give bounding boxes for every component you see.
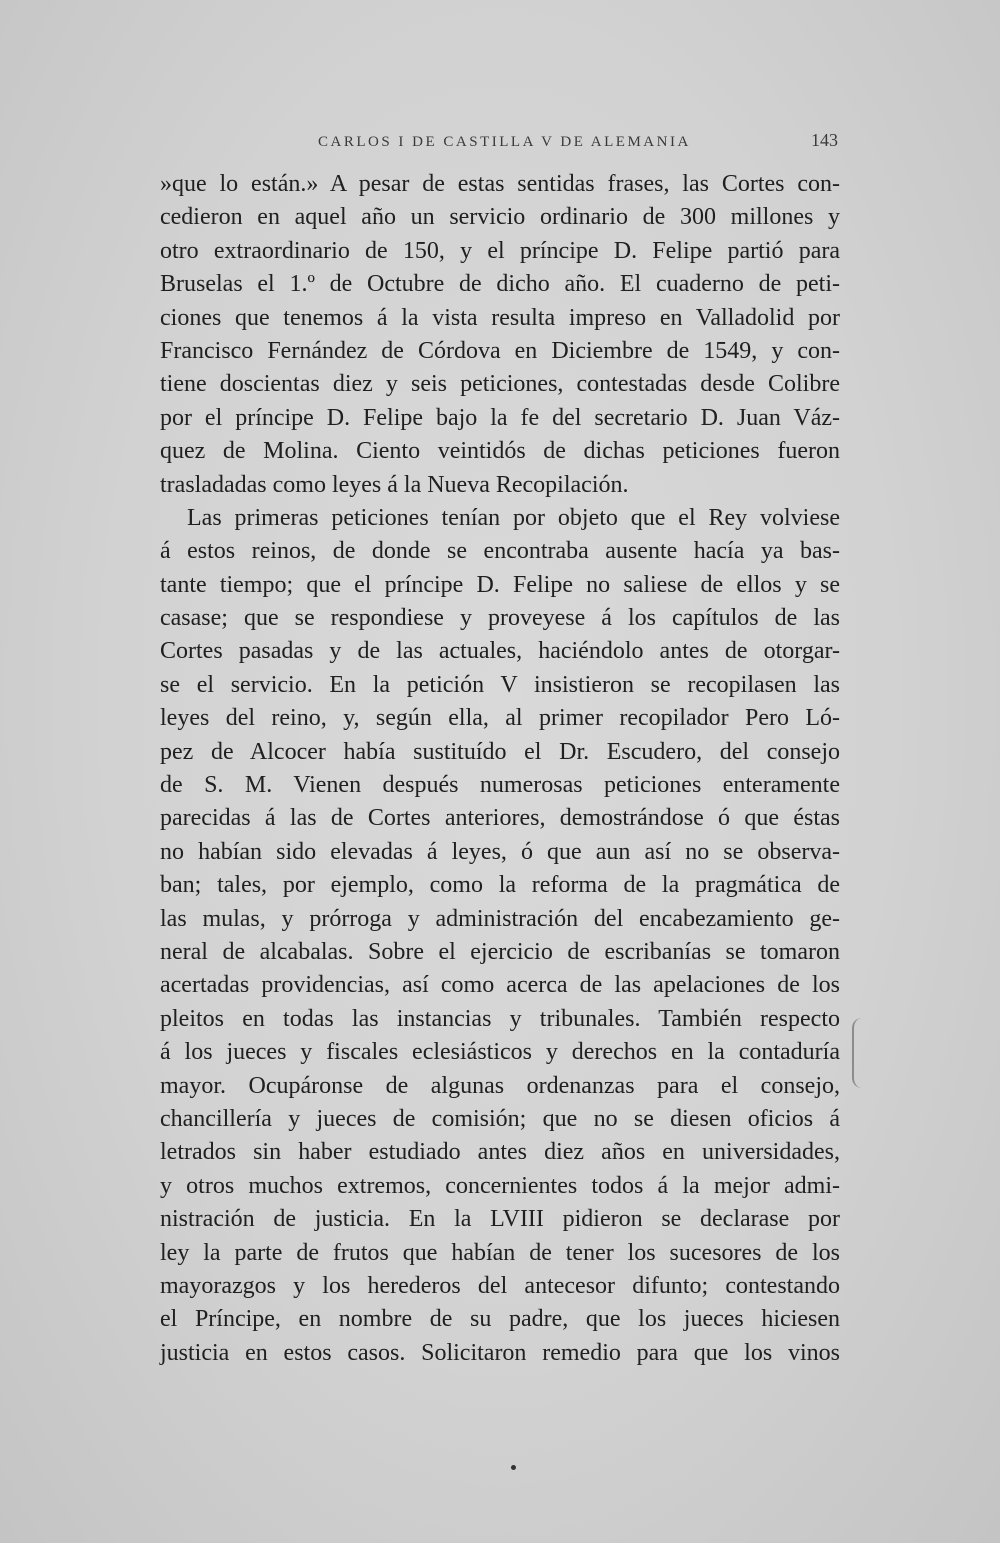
text-line: tiene doscientas diez y seis peticiones, contestadas desde Colibre: [160, 371, 840, 398]
text-line: nistración de justicia. En la LVIII pidieron se declarase por: [160, 1206, 840, 1233]
text-line: no habían sido elevadas á leyes, ó que aun así no se observa-: [160, 838, 840, 865]
text-line: leyes del reino, y, según ella, al primer recopilador Pero Ló-: [160, 705, 840, 732]
text-line: ley la parte de frutos que habían de tener los sucesores de los: [160, 1239, 840, 1266]
text-line: el Príncipe, en nombre de su padre, que los jueces hiciesen: [160, 1306, 840, 1333]
text-line: Bruselas el 1.º de Octubre de dicho año. El cuaderno de peti-: [160, 271, 840, 298]
text-line: mayorazgos y los herederos del antecesor difunto; contestando: [160, 1272, 840, 1299]
text-line: cedieron en aquel año un servicio ordinario de 300 millones y: [160, 204, 840, 231]
text-line: acertadas providencias, así como acerca de las apelaciones de los: [160, 972, 840, 999]
text-line: letrados sin haber estudiado antes diez años en universidades,: [160, 1139, 840, 1166]
text-line: se el servicio. En la petición V insistieron se recopilasen las: [160, 671, 840, 698]
text-line: Francisco Fernández de Córdova en Diciembre de 1549, y con-: [160, 337, 840, 364]
text-line: trasladadas como leyes á la Nueva Recopilación.: [160, 471, 629, 498]
text-line: á los jueces y fiscales eclesiásticos y derechos en la contaduría: [160, 1039, 840, 1066]
text-line: y otros muchos extremos, concernientes todos á la mejor admi-: [160, 1172, 840, 1199]
text-line: ciones que tenemos á la vista resulta impreso en Valladolid por: [160, 304, 840, 331]
page-number: 143: [811, 130, 838, 150]
text-line: parecidas á las de Cortes anteriores, demostrándose ó que éstas: [160, 805, 840, 832]
text-line: á estos reinos, de donde se encontraba ausente hacía ya bas-: [160, 538, 840, 565]
text-line: ban; tales, por ejemplo, como la reforma de la pragmática de: [160, 872, 840, 899]
text-line: tante tiempo; que el príncipe D. Felipe no saliese de ellos y se: [160, 571, 840, 598]
text-line: otro extraordinario de 150, y el príncipe D. Felipe partió para: [160, 237, 840, 264]
text-line: Las primeras peticiones tenían por objeto que el Rey volviese: [187, 504, 840, 531]
text-line: chancillería y jueces de comisión; que no se diesen oficios á: [160, 1105, 840, 1132]
paragraph-1: [160, 168, 840, 502]
text-line: neral de alcabalas. Sobre el ejercicio de escribanías se tomaron: [160, 938, 840, 965]
text-line: Cortes pasadas y de las actuales, haciéndolo antes de otorgar-: [160, 638, 840, 665]
paragraph-2: [160, 502, 840, 1370]
text-line: »que lo están.» A pesar de estas sentidas frases, las Cortes con-: [160, 171, 840, 197]
text-line: mayor. Ocupáronse de algunas ordenanzas para el consejo,: [160, 1072, 840, 1099]
margin-pencil-mark: [852, 1018, 868, 1088]
text-line: justicia en estos casos. Solicitaron remedio para que los vinos: [160, 1339, 840, 1366]
text-line: pleitos en todas las instancias y tribunales. También respecto: [160, 1005, 840, 1032]
text-line: de S. M. Vienen después numerosas peticiones enteramente: [160, 772, 840, 799]
text-line: por el príncipe D. Felipe bajo la fe del secretario D. Juan Váz-: [160, 404, 840, 431]
page-header: [160, 130, 840, 160]
running-title: CARLOS I DE CASTILLA V DE ALEMANIA: [318, 134, 691, 150]
text-line: las mulas, y prórroga y administración del encabezamiento ge-: [160, 905, 840, 932]
text-line: pez de Alcocer había sustituído el Dr. Escudero, del consejo: [160, 738, 840, 765]
ink-speck: [511, 1465, 516, 1470]
text-line: casase; que se respondiese y proveyese á los capítulos de las: [160, 605, 840, 632]
text-line: quez de Molina. Ciento veintidós de dichas peticiones fueron: [160, 438, 840, 465]
body-text: [160, 168, 840, 1370]
